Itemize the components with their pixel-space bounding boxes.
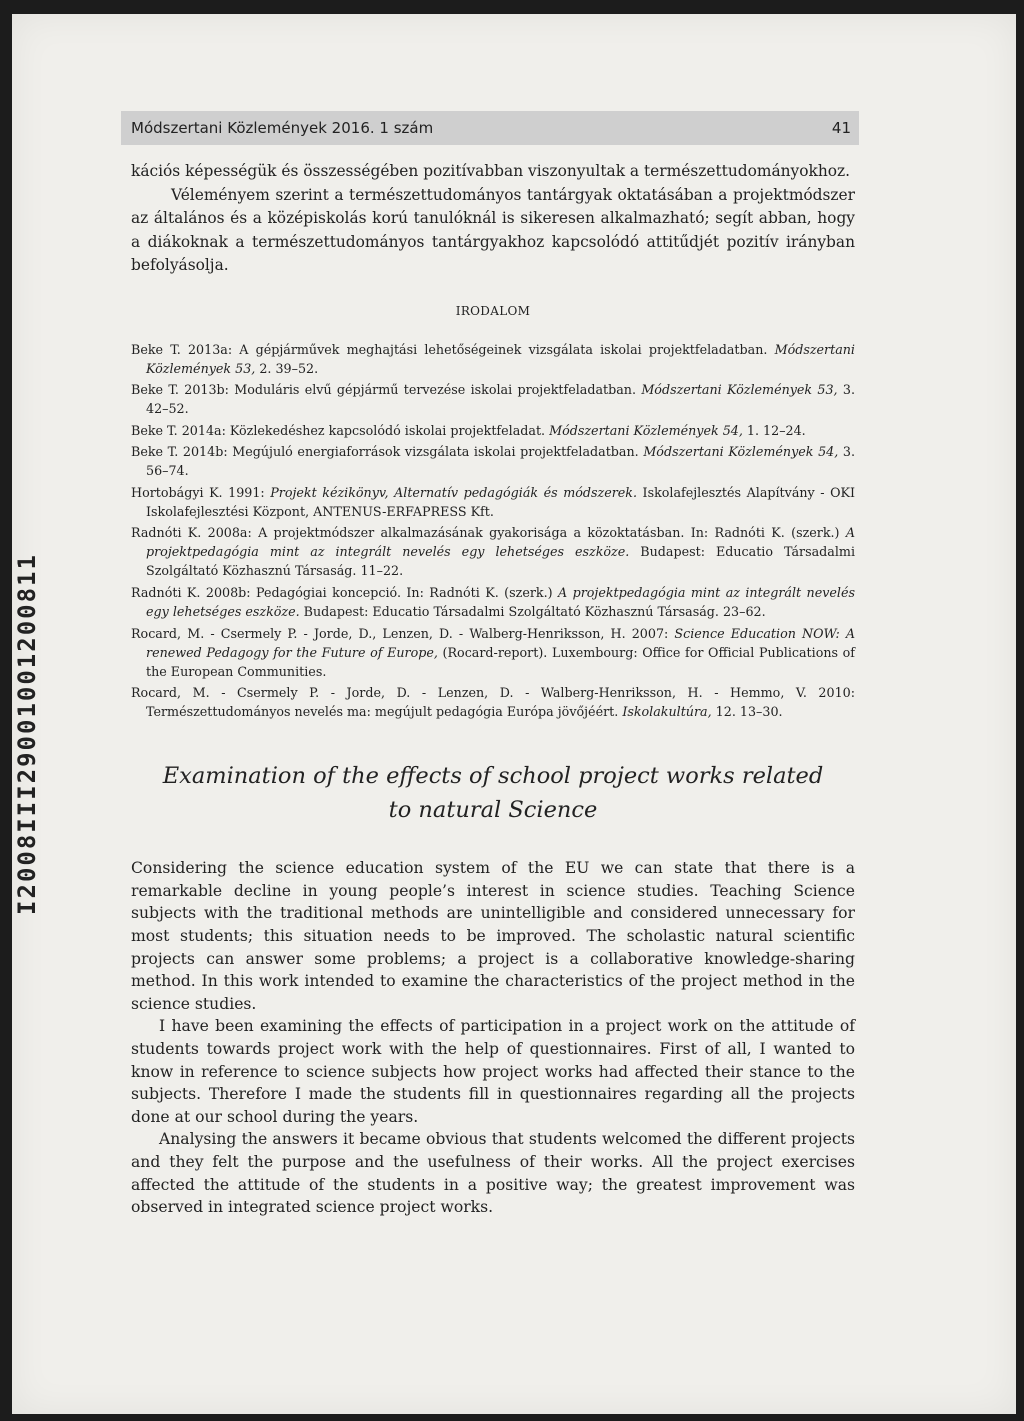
barcode-text: I2008III29001001200811: [13, 553, 42, 915]
reference-item: Rocard, M. - Csermely P. - Jorde, D. - Lenzen, D. - Walberg-Henriksson, H. - Hemmo, V. 2010: Természettudományos nevelés ma: megújult pedagógia Európa jövőjéért. Iskolakultúra, 12. 13–30.: [131, 685, 855, 720]
journal-title: Módszertani Közlemények 2016. 1 szám: [131, 119, 434, 137]
reference-item: Rocard, M. - Csermely P. - Jorde, D., Lenzen, D. - Walberg-Henriksson, H. 2007: Science Education NOW: A renewed Pedagogy for the Future of Europe, (Rocard-report). Luxembourg: Office for Official Publications of the European Communities.: [131, 625, 856, 679]
reference-item: Beke T. 2014b: Megújuló energiaforrások vizsgálata iskolai projektfeladatban. Módszertani Közlemények 54, 3. 56–74.: [131, 444, 855, 479]
english-paragraph-1: Considering the science education system of the EU we can state that there is a remarkable decline in young people’s interest in science studies. Teaching Science subjects with the traditional methods are unintelligible and considered unnecessary for most students; this situation needs to be improved. The scholastic natural scientific projects can answer some problems; a project is a collaborative knowledge-sharing method. In this work intended to examine the characteristics of the project method in the science studies.: [131, 859, 855, 1013]
hungarian-paragraph-1: kációs képességük és összességében pozitívabban viszonyultak a természettudományokhoz.: [131, 162, 850, 180]
reference-item: Beke T. 2013a: A gépjárművek meghajtási lehetőségeinek vizsgálata iskolai projektfeladatban. Módszertani Közlemények 53, 2. 39–52.: [131, 341, 855, 376]
hungarian-paragraph-2: Véleményem szerint a természettudományos tantárgyak oktatásában a projektmódszer az általános és a középiskolás korú tanulóknál is sikeresen alkalmazható; segít abban, hogy a diákoknak a természettudományos tantárgyakhoz kapcsolódó attitűdjét pozitív irányban befolyásolja.: [131, 185, 855, 274]
reference-item: Radnóti K. 2008a: A projektmódszer alkalmazásának gyakorisága a közoktatásban. In: Radnóti K. (szerk.) A projektpedagógia mint az integrált nevelés egy lehetséges eszköze. Budapest: Educatio Társadalmi Szolgáltató Közhasznú Társaság. 11–22.: [131, 525, 856, 579]
english-paragraph-3: Analysing the answers it became obvious that students welcomed the different projects and they felt the purpose and the usefulness of their works. All the project exercises affected the attitude of the students in a positive way; the greatest improvement was observed in integrated science project works.: [131, 1130, 855, 1217]
running-header: [121, 111, 859, 145]
page-number: 41: [831, 119, 851, 137]
english-paragraph-2: I have been examining the effects of participation in a project work on the attitude of students towards project work with the help of questionnaires. First of all, I wanted to know in reference to science subjects how project works had affected their stance to the subjects. Therefore I made the students fill in questionnaires regarding all the projects done at our school during the years.: [131, 1017, 855, 1126]
reference-item: Beke T. 2014a: Közlekedéshez kapcsolódó iskolai projektfeladat. Módszertani Közlemények 54, 1. 12–24.: [131, 422, 806, 438]
document-page: [12, 14, 1016, 1414]
english-title-line-2: to natural Science: [388, 797, 598, 824]
english-title-line-1: Examination of the effects of school project works related: [162, 763, 824, 790]
english-abstract-title: [131, 759, 855, 827]
reference-item: Beke T. 2013b: Moduláris elvű gépjármű tervezése iskolai projektfeladatban. Módszertani Közlemények 53, 3. 42–52.: [131, 382, 856, 417]
reference-item: Hortobágyi K. 1991: Projekt kézikönyv, Alternatív pedagógiák és módszerek. Iskolafejlesztés Alapítvány - OKI Iskolafejlesztési Központ, ANTENUS-ERFAPRESS Kft.: [131, 484, 855, 519]
reference-item: Radnóti K. 2008b: Pedagógiai koncepció. In: Radnóti K. (szerk.) A projektpedagógia mint az integrált nevelés egy lehetséges eszköze. Budapest: Educatio Társadalmi Szolgáltató Közhasznú Társaság. 23–62.: [131, 585, 855, 620]
references-list: [131, 340, 855, 722]
side-barcode: [12, 553, 42, 915]
references-heading: IRODALOM: [455, 303, 531, 318]
page-content: [131, 160, 855, 1219]
